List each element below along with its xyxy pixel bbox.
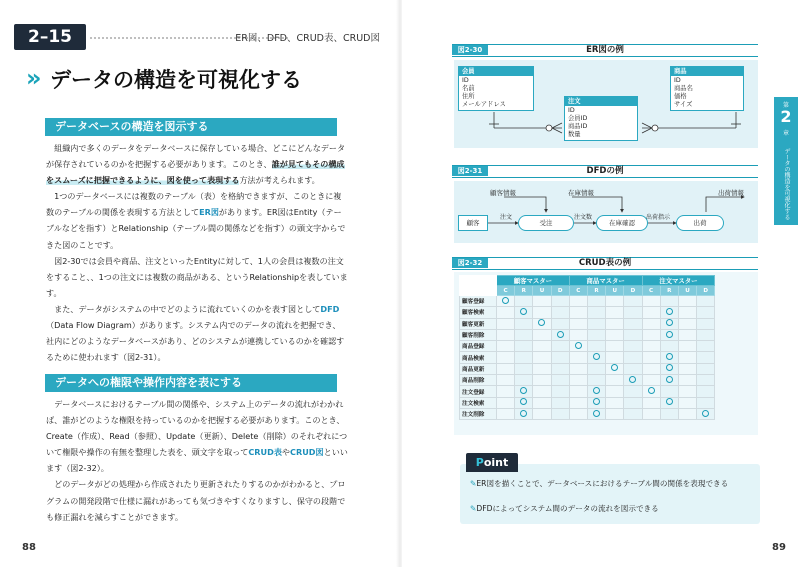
crud-cell	[660, 352, 678, 363]
er-product-fields	[671, 76, 743, 110]
crud-cell	[678, 363, 696, 374]
crud-cell	[497, 397, 515, 408]
crud-cell	[587, 397, 605, 408]
dfd-process-receive: 受注	[518, 215, 574, 231]
er-member-field: 名前	[462, 85, 475, 92]
crud-cell	[551, 408, 569, 419]
fig32-header	[452, 257, 758, 270]
page-number-left: 88	[22, 542, 36, 553]
er-member-field: メールアドレス	[462, 101, 506, 108]
crud-row-label: 顧客登録	[460, 296, 497, 307]
crud-op-header: U	[606, 286, 624, 296]
er-product-field: 価格	[674, 93, 687, 100]
crud-cell	[533, 352, 551, 363]
crud-cell	[642, 386, 660, 397]
crud-cell	[697, 386, 715, 397]
crud-row-label: 顧客削除	[460, 329, 497, 340]
fig31-tag: 図2-31	[452, 166, 488, 176]
crud-group-row	[460, 276, 715, 286]
crud-op-header: C	[642, 286, 660, 296]
page-title: データの構造を可視化する	[50, 68, 302, 92]
crud-cell	[678, 318, 696, 329]
paragraph-5	[46, 396, 348, 476]
chapter-title: データの構造を可視化する	[783, 148, 790, 220]
crud-cell	[678, 386, 696, 397]
crud-cell	[642, 318, 660, 329]
crud-cell	[660, 341, 678, 352]
crud-row	[460, 408, 715, 419]
body-section-2	[46, 396, 348, 525]
paragraph-1	[46, 140, 348, 188]
crud-cell	[697, 397, 715, 408]
crud-cell	[642, 363, 660, 374]
er-order-field: 会員ID	[568, 115, 588, 122]
p4-text-b: （Data Flow Diagram）があります。システム内でのデータの流れを把握でき、社内にどのようなデータベースがあり、どのシステムが連携しているのかを確認するために使われます（図2-31）。	[46, 320, 345, 363]
p2-text-a: 1つのデータベースには複数のテーブル（表）を格納できますが、このときに複数のテーブルの関係を表現する方法として	[46, 191, 342, 218]
crud-cell	[606, 329, 624, 340]
crud-mark-circle-icon	[666, 308, 673, 315]
crud-cell	[678, 408, 696, 419]
crud-cell	[624, 397, 642, 408]
paragraph-6: どのデータがどの処理から作成されたり更新されたりするのかがわかると、プログラムの開発段階で仕様に漏れがあっても気づきやすくなりますし、保守の段階でも修正漏れを減らすことができます。	[46, 479, 346, 522]
fig30-title: ER図の例	[586, 45, 624, 55]
page-number-right: 89	[772, 542, 786, 553]
crud-cell	[569, 329, 587, 340]
dfd-flow-order-count: 注文数	[574, 214, 593, 221]
crud-mark-circle-icon	[629, 376, 636, 383]
er-product-field: サイズ	[674, 101, 693, 108]
crud-table	[459, 275, 715, 420]
crud-cell	[587, 296, 605, 307]
dfd-process-ship: 出荷	[676, 215, 724, 231]
crud-cell	[515, 397, 533, 408]
crud-mark-circle-icon	[520, 387, 527, 394]
crud-cell	[497, 386, 515, 397]
er-crow-top-order	[552, 123, 562, 128]
crud-cell	[515, 408, 533, 419]
crud-cell	[660, 296, 678, 307]
title-chevron-icon: »	[26, 64, 42, 92]
crud-row-label: 商品検索	[460, 352, 497, 363]
crud-mark-circle-icon	[611, 364, 618, 371]
crud-cell	[533, 318, 551, 329]
crud-cell	[697, 318, 715, 329]
crud-cell	[606, 375, 624, 386]
crud-mark-circle-icon	[520, 410, 527, 417]
crud-cell	[624, 341, 642, 352]
crud-cell	[533, 397, 551, 408]
crud-op-header: R	[587, 286, 605, 296]
crud-cell	[678, 341, 696, 352]
er-crow-bot-order	[552, 128, 562, 133]
heading-permissions: データへの権限や操作内容を表にする	[45, 374, 337, 392]
crud-cell	[606, 341, 624, 352]
crud-cell	[533, 307, 551, 318]
crud-group-header: 注文マスター	[642, 276, 715, 286]
crud-row	[460, 307, 715, 318]
crud-cell	[497, 375, 515, 386]
crud-cell	[624, 352, 642, 363]
crud-cell	[551, 329, 569, 340]
dfd-flow-order: 注文	[500, 214, 513, 221]
crud-cell	[606, 386, 624, 397]
chapter-tab	[774, 97, 798, 225]
p5-text-mid: や	[281, 447, 291, 458]
crud-cell	[697, 341, 715, 352]
crud-cell	[606, 318, 624, 329]
er-entity-product	[670, 66, 744, 111]
heading-db-structure: データベースの構造を図示する	[45, 118, 337, 136]
point-badge-rest: oint	[483, 456, 509, 469]
crud-cell	[569, 375, 587, 386]
fig31-title: DFDの例	[586, 166, 624, 176]
crud-row-label: 注文登録	[460, 386, 497, 397]
crud-row-label: 顧客更新	[460, 318, 497, 329]
crud-group-header: 商品マスター	[569, 276, 642, 286]
fig31-header	[452, 165, 758, 178]
crud-cell	[606, 296, 624, 307]
crud-cell	[533, 386, 551, 397]
crud-cell	[606, 397, 624, 408]
crud-cell	[660, 408, 678, 419]
crud-cell	[606, 408, 624, 419]
er-order-fields	[565, 106, 637, 140]
crud-cell	[678, 307, 696, 318]
crud-cell	[551, 318, 569, 329]
crud-mark-circle-icon	[666, 319, 673, 326]
er-crow-top-order-b	[642, 123, 652, 128]
crud-cell	[533, 341, 551, 352]
paragraph-4	[46, 301, 348, 365]
crud-cell	[515, 296, 533, 307]
crud-cell	[587, 307, 605, 318]
running-head: ER図、DFD、CRUD表、CRUD図	[235, 33, 380, 44]
crud-cell	[642, 352, 660, 363]
crud-cell	[497, 307, 515, 318]
crud-cell	[624, 329, 642, 340]
crud-mark-circle-icon	[593, 387, 600, 394]
er-order-name: 注文	[565, 97, 637, 106]
crud-op-header: D	[624, 286, 642, 296]
point-item-2-text: DFDによってシステム間のデータの流れを図示できる	[476, 504, 659, 513]
crud-cell	[551, 386, 569, 397]
er-order-field: ID	[568, 107, 575, 114]
crud-row	[460, 341, 715, 352]
left-page	[0, 0, 398, 567]
crud-mark-circle-icon	[520, 398, 527, 405]
crud-cell	[624, 363, 642, 374]
crud-mark-circle-icon	[593, 353, 600, 360]
crud-cell	[497, 408, 515, 419]
crud-row-label: 商品更新	[460, 363, 497, 374]
crud-cell	[569, 296, 587, 307]
p1-highlight: 誰が見てもその構成をスムーズに把握できるように、図を使って表現する	[46, 159, 345, 186]
dfd-store-stock: 在庫情報	[568, 189, 594, 197]
crud-cell	[515, 307, 533, 318]
crud-mark-circle-icon	[575, 342, 582, 349]
dfd-entity-customer: 顧客	[458, 215, 488, 231]
crud-cell	[533, 363, 551, 374]
fig30-tag: 図2-30	[452, 45, 488, 55]
er-zero-mark-order-b	[652, 125, 658, 131]
crud-cell	[697, 375, 715, 386]
crud-cell	[569, 318, 587, 329]
p4-dfd-term: DFD	[320, 303, 340, 314]
crud-cell	[587, 375, 605, 386]
dfd-link-ship-info	[706, 197, 744, 212]
er-order-field: 数量	[568, 131, 581, 138]
p5-crud-diagram-term: CRUD図	[290, 447, 324, 458]
pencil-icon: ✎	[470, 504, 477, 513]
crud-cell	[697, 352, 715, 363]
crud-cell	[587, 386, 605, 397]
crud-cell	[551, 307, 569, 318]
crud-cell	[551, 352, 569, 363]
crud-row-label: 注文削除	[460, 408, 497, 419]
crud-cell	[660, 329, 678, 340]
crud-cell	[497, 329, 515, 340]
crud-mark-circle-icon	[702, 410, 709, 417]
crud-cell	[678, 352, 696, 363]
crud-mark-circle-icon	[520, 308, 527, 315]
crud-cell	[678, 397, 696, 408]
er-entity-order	[564, 96, 638, 141]
crud-mark-circle-icon	[593, 410, 600, 417]
crud-cell	[678, 375, 696, 386]
right-page	[402, 0, 800, 567]
crud-row-label: 顧客検索	[460, 307, 497, 318]
crud-cell	[569, 307, 587, 318]
crud-cell	[515, 386, 533, 397]
crud-cell	[569, 341, 587, 352]
crud-cell	[660, 318, 678, 329]
dfd-store-ship: 出荷情報	[718, 189, 744, 197]
crud-cell	[587, 318, 605, 329]
crud-op-header: C	[569, 286, 587, 296]
crud-cell	[497, 352, 515, 363]
crud-mark-circle-icon	[538, 319, 545, 326]
crud-corner	[460, 276, 497, 286]
crud-corner	[460, 286, 497, 296]
crud-cell	[569, 397, 587, 408]
p1-text-a: 組織内で多くのデータをデータベースに保存している場合、どこにどんなデータが保存されているのかを把握する必要があります。このとき、	[46, 143, 346, 170]
crud-cell	[551, 397, 569, 408]
crud-cell	[606, 307, 624, 318]
crud-row	[460, 375, 715, 386]
crud-row	[460, 397, 715, 408]
crud-cell	[551, 363, 569, 374]
section-number: 2–15	[14, 24, 86, 50]
crud-cell	[642, 375, 660, 386]
crud-row-label: 商品削除	[460, 375, 497, 386]
crud-op-header: U	[533, 286, 551, 296]
crud-row-label: 商品登録	[460, 341, 497, 352]
crud-cell	[515, 329, 533, 340]
crud-cell	[533, 375, 551, 386]
crud-row	[460, 352, 715, 363]
crud-mark-circle-icon	[648, 387, 655, 394]
crud-cell	[515, 375, 533, 386]
crud-cell	[660, 386, 678, 397]
crud-mark-circle-icon	[666, 331, 673, 338]
crud-cell	[587, 329, 605, 340]
crud-row	[460, 318, 715, 329]
body-section-1	[46, 140, 348, 365]
crud-cell	[642, 329, 660, 340]
er-member-field: ID	[462, 77, 469, 84]
chapter-label: 第	[782, 102, 789, 109]
paragraph-3: 図2-30では会員や商品、注文といったEntityに対して、1人の会員は複数の注文をすること、、1つの注文には複数の商品がある、というRelationshipを表しています。	[46, 255, 348, 298]
crud-op-header: R	[660, 286, 678, 296]
crud-op-header: R	[515, 286, 533, 296]
fig32-tag: 図2-32	[452, 258, 488, 268]
crud-cell	[551, 296, 569, 307]
crud-cell	[624, 408, 642, 419]
crud-mark-circle-icon	[557, 331, 564, 338]
point-badge	[466, 453, 518, 472]
crud-cell	[660, 375, 678, 386]
crud-cell	[497, 296, 515, 307]
crud-group-header: 顧客マスター	[497, 276, 570, 286]
er-order-field: 商品ID	[568, 123, 588, 130]
dfd-flow-ship-instr: 出荷指示	[646, 214, 671, 221]
er-member-fields	[459, 76, 533, 110]
crud-mark-circle-icon	[666, 398, 673, 405]
crud-op-row	[460, 286, 715, 296]
crud-op-header: U	[678, 286, 696, 296]
crud-mark-circle-icon	[593, 398, 600, 405]
crud-mark-circle-icon	[502, 297, 509, 304]
point-badge-p: P	[475, 456, 484, 469]
chapter-number: 2	[780, 107, 792, 126]
crud-cell	[515, 318, 533, 329]
crud-cell	[642, 397, 660, 408]
crud-cell	[697, 408, 715, 419]
crud-cell	[497, 341, 515, 352]
er-member-field: 住所	[462, 93, 475, 100]
crud-cell	[533, 408, 551, 419]
crud-cell	[624, 375, 642, 386]
crud-op-header: D	[697, 286, 715, 296]
crud-row	[460, 386, 715, 397]
crud-cell	[624, 307, 642, 318]
crud-cell	[660, 397, 678, 408]
crud-cell	[515, 341, 533, 352]
p1-text-c: 方法が考えられます。	[239, 175, 320, 186]
chapter-suffix: 章	[782, 130, 789, 137]
crud-cell	[569, 408, 587, 419]
pencil-icon: ✎	[470, 479, 477, 488]
er-zero-mark-order-a	[546, 125, 552, 131]
crud-mark-circle-icon	[666, 353, 673, 360]
crud-cell	[697, 329, 715, 340]
crud-cell	[624, 386, 642, 397]
crud-mark-circle-icon	[666, 364, 673, 371]
crud-cell	[606, 352, 624, 363]
crud-cell	[678, 329, 696, 340]
crud-cell	[551, 375, 569, 386]
p5-crud-table-term: CRUD表	[248, 447, 282, 458]
crud-cell	[587, 341, 605, 352]
er-product-field: 商品名	[674, 85, 693, 92]
crud-cell	[660, 307, 678, 318]
crud-cell	[587, 408, 605, 419]
crud-cell	[606, 363, 624, 374]
fig32-title: CRUD表の例	[578, 258, 632, 268]
dfd-store-customer: 顧客情報	[490, 189, 516, 197]
crud-cell	[587, 352, 605, 363]
p5-text-b: といいます（図2-32）。	[46, 447, 348, 474]
crud-cell	[497, 318, 515, 329]
crud-op-header: D	[551, 286, 569, 296]
p4-text-a: また、データがシステムの中でどのように流れていくのかを表す図として	[54, 303, 321, 314]
point-box	[460, 464, 760, 524]
dfd-process-stock: 在庫確認	[596, 215, 648, 231]
er-product-field: ID	[674, 77, 681, 84]
paragraph-2	[46, 188, 348, 252]
er-entity-member	[458, 66, 534, 111]
crud-cell	[587, 363, 605, 374]
dfd-link-stock-info	[572, 197, 622, 212]
crud-cell	[624, 296, 642, 307]
crud-cell	[515, 352, 533, 363]
crud-cell	[624, 318, 642, 329]
crud-mark-circle-icon	[666, 376, 673, 383]
dfd-link-customer-info	[504, 197, 546, 212]
crud-row	[460, 363, 715, 374]
er-crow-bot-order-b	[642, 128, 652, 133]
crud-cell	[660, 363, 678, 374]
crud-cell	[569, 352, 587, 363]
crud-row	[460, 296, 715, 307]
crud-cell	[642, 408, 660, 419]
crud-row-label: 注文検索	[460, 397, 497, 408]
crud-cell	[642, 307, 660, 318]
p5-text-a: データベースにおけるテーブル間の関係や、システム上のデータの流れがわかれば、誰がどのような権限を持っているのかを把握する必要があります。このとき、Create（作成）、Read（参照）、Update（更新）、Delete（削除）のそれぞれについて権限や操作の有無を整理した表を、頭文字を取って	[46, 399, 348, 458]
point-item-1	[470, 478, 752, 490]
p2-er-term: ER図	[199, 207, 219, 218]
crud-cell	[551, 341, 569, 352]
p2-text-b: があります。ER図はEntity（テーブルなどを指す）とRelationship（テーブル間の関係などを指す）の頭文字からできた図のことです。	[46, 207, 346, 250]
fig30-header	[452, 44, 758, 57]
crud-cell	[642, 296, 660, 307]
er-product-name: 商品	[671, 67, 743, 76]
crud-cell	[497, 363, 515, 374]
point-item-2	[470, 503, 752, 515]
crud-cell	[569, 386, 587, 397]
crud-row	[460, 329, 715, 340]
crud-cell	[697, 363, 715, 374]
crud-op-header: C	[497, 286, 515, 296]
crud-cell	[697, 296, 715, 307]
crud-cell	[533, 296, 551, 307]
crud-cell	[678, 296, 696, 307]
crud-cell	[569, 363, 587, 374]
er-member-name: 会員	[459, 67, 533, 76]
crud-cell	[642, 341, 660, 352]
crud-cell	[533, 329, 551, 340]
point-item-1-text: ER図を描くことで、データベースにおけるテーブル間の関係を表現できる	[476, 479, 729, 488]
crud-cell	[697, 307, 715, 318]
crud-cell	[515, 363, 533, 374]
